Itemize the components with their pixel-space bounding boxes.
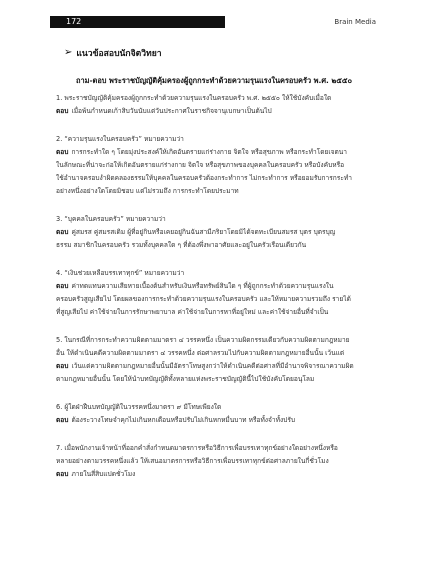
answer-text: ค่าทดแทนความเสียหายเบื้องต้นสำหรับเงินหรือทรัพย์สินใด ๆ ที่ผู้ถูกกระทำด้วยความรุนแรงใน: [71, 282, 334, 290]
arrow-bullet-icon: ➢: [64, 47, 73, 58]
answer-label: ตอบ: [56, 148, 69, 156]
answer-line: [56, 414, 376, 427]
answer-text: ธรรม สมาชิกในครอบครัว รวมทั้งบุคคลใด ๆ ที่ต้องพึ่งพาอาศัยและอยู่ในครัวเรือนเดียวกัน: [56, 241, 307, 249]
answer-text: อย่างหนึ่งอย่างใดโดยมิชอบ แต่ไม่รวมถึง การกระทำโดยประมาท: [56, 187, 239, 195]
answer-line: [56, 306, 376, 319]
answer-text: ใช้อำนาจครอบงำผิดคลองธรรมให้บุคคลในครอบครัวต้องกระทำการ ไม่กระทำการ หรือยอมรับการกระทำ: [56, 174, 352, 182]
document-heading: ถาม-ตอบ พระราชบัญญัติคุ้มครองผู้ถูกกระทำด้วยความรุนแรงในครอบครัว พ.ศ. ๒๕๕๐: [75, 76, 352, 85]
answer-line: [56, 185, 376, 198]
section-title: [64, 46, 162, 60]
question-text: 7. เมื่อพนักงานเจ้าหน้าที่ออกคำสั่งกำหนดมาตรการหรือวิธีการเพื่อบรรเทาทุกข์อย่างใดอย่างหนึ่งหรือ: [56, 444, 338, 452]
answer-label: ตอบ: [56, 282, 69, 290]
qa-list: [56, 92, 376, 496]
answer-line: [56, 468, 376, 481]
answer-text: คู่สมรส คู่สมรสเดิม ผู้ที่อยู่กินหรือเคยอยู่กินฉันสามีภริยาโดยมิได้จดทะเบียนสมรส บุตร บุตรบุญ: [71, 228, 336, 236]
qa-item: [56, 442, 376, 481]
brand-label: Brain Media: [334, 18, 376, 26]
answer-line: [56, 373, 376, 386]
qa-item: [56, 334, 376, 386]
answer-text: ครอบครัวสูญเสียไป โดยผลของการกระทำด้วยความรุนแรงในครอบครัว และให้หมายความรวมถึง รายได้: [56, 295, 351, 303]
answer-label: ตอบ: [56, 416, 69, 424]
answer-text: การกระทำใด ๆ โดยมุ่งประสงค์ให้เกิดอันตรายแก่ร่างกาย จิตใจ หรือสุขภาพ หรือกระทำโดยเจตนา: [71, 148, 347, 156]
answer-text: อื่น ให้ดำเนินคดีความผิดตามมาตรา ๔ วรรคหนึ่ง ต่อศาลรวมไปกับความผิดตามกฎหมายอื่นนั้น เว้นแต่: [56, 349, 345, 357]
answer-label: ตอบ: [56, 228, 69, 236]
answer-line: [56, 280, 376, 293]
answer-text: เว้นแต่ความผิดตามกฎหมายอื่นนั้นมีอัตราโทษสูงกว่าให้ดำเนินคดีต่อศาลที่มีอำนาจพิจารณาความผิด: [71, 362, 354, 370]
answer-label: ตอบ: [56, 362, 69, 370]
answer-text: หลายอย่างตามวรรคหนึ่งแล้ว ให้เสนอมาตรการหรือวิธีการเพื่อบรรเทาทุกข์ต่อศาลภายในกี่ชั่วโมง: [56, 457, 329, 465]
answer-line: [56, 360, 376, 373]
question-text: 5. ในกรณีที่การกระทำความผิดตามมาตรา ๔ วรรคหนึ่ง เป็นความผิดกรรมเดียวกับความผิดตามกฎหมาย: [56, 336, 350, 344]
question-text: 3. “บุคคลในครอบครัว” หมายความว่า: [56, 215, 166, 223]
answer-line: [56, 455, 376, 468]
answer-label: ตอบ: [56, 107, 69, 115]
answer-line: [56, 172, 376, 185]
qa-item: [56, 213, 376, 252]
answer-text: ต้องระวางโทษจำคุกไม่เกินหกเดือนหรือปรับไม่เกินหกหมื่นบาท หรือทั้งจำทั้งปรับ: [71, 416, 296, 424]
question-text: 1. พระราชบัญญัติคุ้มครองผู้ถูกกระทำด้วยความรุนแรงในครอบครัว พ.ศ. ๒๕๕๐ ให้ใช้บังคับเมื่อใด: [56, 94, 332, 102]
answer-line: [56, 159, 376, 172]
answer-line: [56, 347, 376, 360]
answer-label: ตอบ: [56, 470, 69, 478]
qa-item: [56, 401, 376, 427]
question-text: 6. ผู้ใดฝ่าฝืนบทบัญญัติในวรรคหนึ่งมาตรา ๙ มีโทษเพียงใด: [56, 403, 222, 411]
qa-item: [56, 267, 376, 319]
question-text: 2. “ความรุนแรงในครอบครัว” หมายความว่า: [56, 135, 184, 143]
question-text: 4. “เงินช่วยเหลือบรรเทาทุกข์” หมายความว่า: [56, 269, 185, 277]
answer-line: [56, 226, 376, 239]
qa-item: [56, 92, 376, 118]
section-title-text: แนวข้อสอบนักจิตวิทยา: [76, 49, 162, 59]
answer-text: ตามกฎหมายอื่นนั้น โดยให้นำบทบัญญัติทั้งหลายแห่งพระราชบัญญัตินี้ไปใช้บังคับโดยอนุโลม: [56, 375, 315, 383]
answer-line: [56, 105, 376, 118]
answer-line: [56, 146, 376, 159]
answer-line: [56, 239, 376, 252]
answer-text: ที่สูญเสียไป ค่าใช้จ่ายในการรักษาพยาบาล ค่าใช้จ่ายในการหาที่อยู่ใหม่ และค่าใช้จ่ายอื่นที่จำเป็น: [56, 308, 329, 316]
answer-text: เมื่อพ้นกำหนดเก้าสิบวันนับแต่วันประกาศในราชกิจจานุเบกษาเป็นต้นไป: [71, 107, 272, 115]
answer-text: ในลักษณะที่น่าจะก่อให้เกิดอันตรายแก่ร่างกาย จิตใจ หรือสุขภาพของบุคคลในครอบครัว หรือบังคับหรือ: [56, 161, 345, 169]
answer-text: ภายในสี่สิบแปดชั่วโมง: [71, 470, 136, 478]
page-number: 172: [66, 17, 82, 26]
qa-item: [56, 133, 376, 198]
answer-line: [56, 293, 376, 306]
